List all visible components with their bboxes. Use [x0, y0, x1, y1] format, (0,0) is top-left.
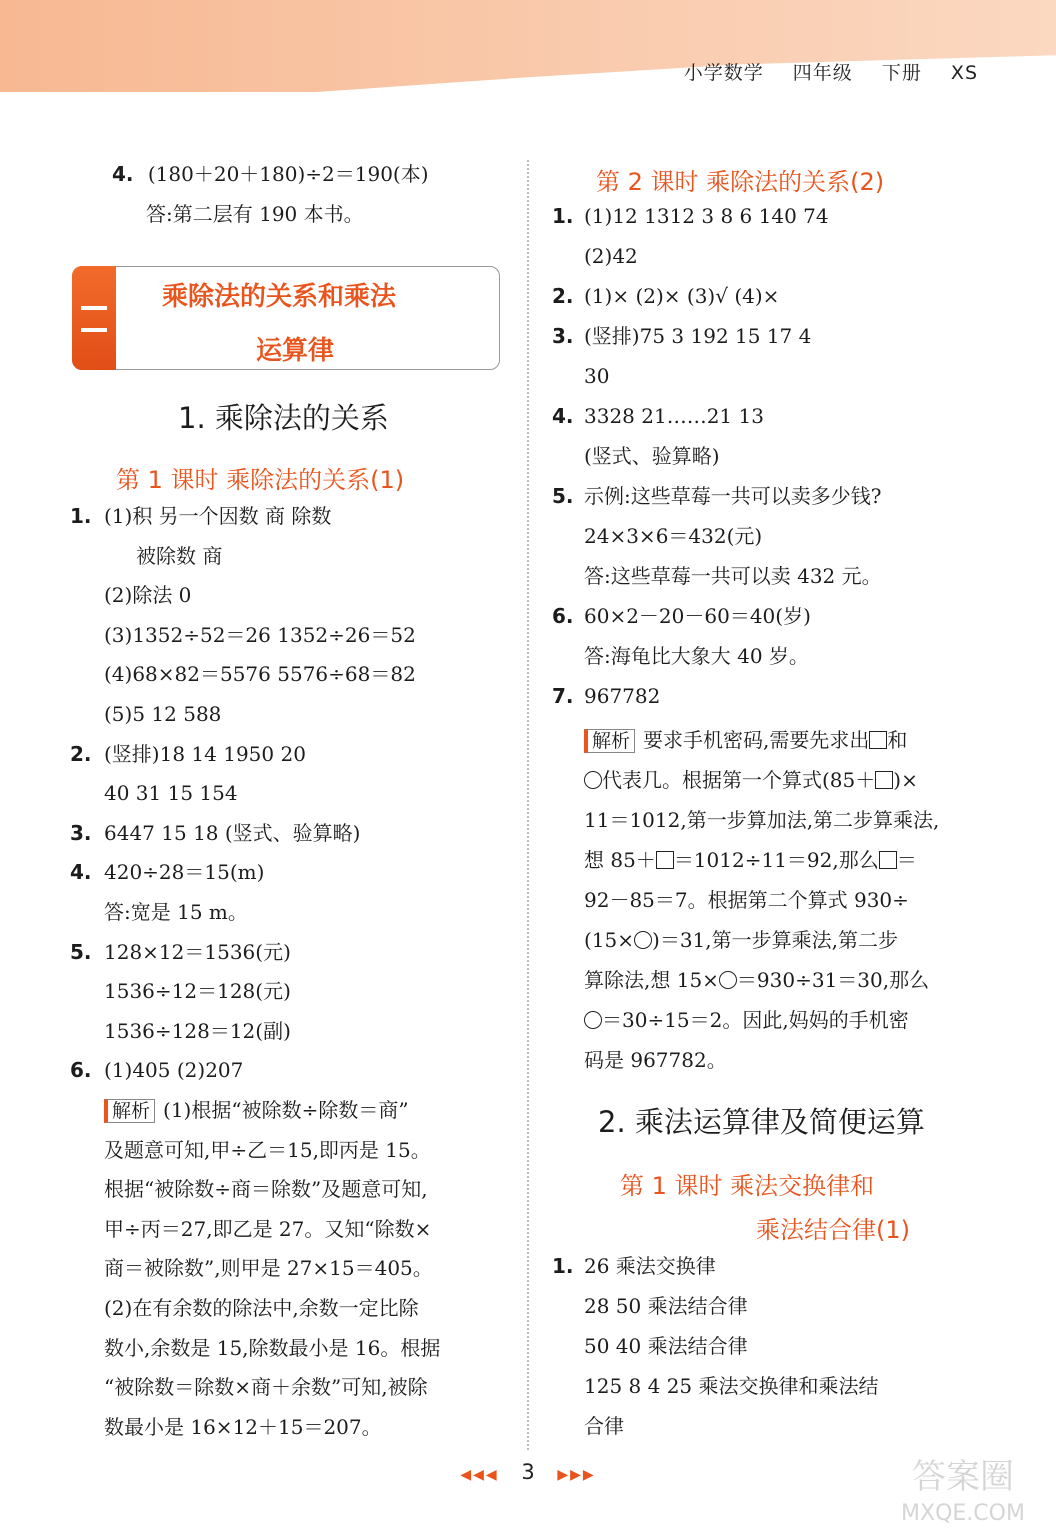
analysis-label: 解析	[104, 1099, 155, 1123]
right-analysis-line1	[584, 728, 907, 753]
analysis-label: 解析	[584, 729, 635, 753]
answer-text: 967782	[584, 684, 661, 708]
answer-line	[70, 544, 222, 568]
analysis-text: ＝1012÷11＝92,那么	[673, 848, 879, 872]
answer-text: (5)5 12 588	[104, 702, 222, 726]
chapter-number-badge	[72, 266, 116, 370]
answer-line	[70, 900, 248, 924]
answer-line	[552, 564, 882, 588]
analysis-text: (1)根据“被除数÷除数＝商”	[163, 1098, 409, 1122]
answer-line	[70, 979, 291, 1003]
lesson-title-3-line2: 乘法结合律(1)	[756, 1216, 910, 1244]
answer-text: (竖排)75 3 192 15 17 4	[584, 324, 812, 348]
right-analysis-line2	[584, 768, 918, 792]
analysis-text: 要求手机密码,需要先求出	[643, 728, 870, 752]
answer-text: (3)1352÷52＝26 1352÷26＝52	[104, 622, 416, 647]
q-text: (180＋20＋180)÷2＝190(本)	[147, 162, 429, 186]
answer-line	[552, 1294, 748, 1318]
q-number: 1.	[552, 204, 574, 228]
header-edition: XS	[950, 62, 978, 84]
analysis-line: 数小,余数是 15,除数最小是 16。根据	[104, 1335, 441, 1360]
q-number: 5.	[70, 939, 92, 964]
answer-text: 合律	[584, 1414, 624, 1438]
answer-line	[70, 1058, 243, 1082]
answer-text: 示例:这些草莓一共可以卖多少钱?	[584, 484, 882, 508]
answer-text: (4)68×82＝5576 5576÷68＝82	[104, 662, 416, 687]
answer-line	[552, 1254, 716, 1278]
answer-line	[552, 484, 881, 508]
q-number: 2.	[552, 284, 574, 308]
answer-text: (2)除法 0	[104, 583, 192, 608]
watermark-logo	[878, 1448, 1048, 1528]
header-volume: 下册	[881, 62, 922, 84]
analysis-text: 想 85＋	[584, 848, 656, 872]
answer-text: 1536÷12＝128(元)	[104, 979, 291, 1004]
next-arrows-icon: ▶▶▶	[557, 1467, 596, 1483]
analysis-line: 根据“被除数÷商＝除数”及题意可知,	[104, 1177, 428, 1202]
section-title-2: 2. 乘法运算律及简便运算	[598, 1105, 925, 1139]
q-number: 1.	[70, 504, 92, 528]
page-number: 3	[521, 1460, 535, 1484]
answer-text: 26 乘法交换律	[584, 1254, 716, 1278]
analysis-text: ＝	[896, 848, 917, 872]
answer-text: (1)12 1312 3 8 6 140 74	[584, 204, 829, 228]
answer-line	[70, 1019, 291, 1043]
square-symbol	[656, 851, 674, 869]
answer-text: 125 8 4 25 乘法交换律和乘法结	[584, 1374, 879, 1398]
analysis-text: 代表几。根据第一个算式(85＋	[602, 768, 876, 792]
chapter-title-line2: 运算律	[256, 336, 335, 366]
answer-text: 3328 21……21 13	[584, 404, 764, 428]
answer-line	[70, 623, 416, 647]
answer-line	[552, 204, 829, 228]
answer-text: 420÷28＝15(m)	[104, 860, 265, 885]
q-number: 6.	[552, 604, 574, 628]
answer-line	[552, 644, 809, 668]
answer-text: 128×12＝1536(元)	[104, 939, 291, 964]
answer-line	[70, 504, 331, 528]
analysis-line: 商＝被除数”,则甲是 27×15＝405。	[104, 1256, 433, 1281]
right-analysis-line5: 92－85＝7。根据第二个算式 930÷	[584, 888, 909, 912]
section-title-1: 1. 乘除法的关系	[178, 401, 389, 435]
chapter-number-glyph-bar	[81, 306, 107, 310]
answer-text: (竖式、验算略)	[584, 444, 720, 468]
analysis-line: (2)在有余数的除法中,余数一定比除	[104, 1296, 419, 1320]
answer-text: (2)42	[584, 244, 638, 268]
right-analysis-line9: 码是 967782。	[584, 1048, 727, 1072]
answer-line	[70, 583, 191, 607]
lesson-title-1: 第 1 课时 乘除法的关系(1)	[116, 466, 405, 494]
analysis-text: ＝930÷31＝30,那么	[736, 968, 930, 992]
square-symbol	[879, 851, 897, 869]
answer-line	[552, 404, 764, 428]
prev-arrows-icon: ◀◀◀	[460, 1467, 499, 1483]
q-number: 1.	[552, 1254, 574, 1278]
q-number: 2.	[70, 741, 92, 766]
analysis-text: (15×	[584, 928, 635, 952]
q-number: 3.	[552, 324, 574, 348]
right-analysis-line7	[584, 968, 929, 992]
answer-line	[70, 940, 291, 964]
answer-text: 答:这些草莓一共可以卖 432 元。	[584, 564, 882, 588]
answer-text: 28 50 乘法结合律	[584, 1294, 748, 1318]
analysis-line: 及题意可知,甲÷乙＝15,即丙是 15。	[104, 1137, 431, 1162]
analysis-text: 和	[887, 728, 908, 752]
answer-line	[70, 702, 221, 726]
q-number: 5.	[552, 484, 574, 508]
right-analysis-line3: 11＝1012,第一步算加法,第二步算乘法,	[584, 808, 940, 832]
left-analysis-first	[104, 1098, 409, 1123]
analysis-text: )＝31,第一步算乘法,第二步	[652, 928, 898, 952]
answer-line	[552, 444, 720, 468]
answer-text: (竖排)18 14 1950 20	[104, 741, 306, 766]
analysis-text: )×	[893, 768, 918, 792]
answer-text: 答:宽是 15 m。	[104, 900, 248, 924]
right-analysis-line6	[584, 928, 898, 952]
answer-text: 被除数 商	[136, 543, 223, 568]
answer-line	[552, 1374, 879, 1398]
q-number: 7.	[552, 684, 574, 708]
answer-text: 60×2－20－60＝40(岁)	[584, 604, 811, 628]
answer-line	[70, 821, 360, 845]
header-grade: 四年级	[792, 62, 853, 84]
answer-text: 答:海龟比大象大 40 岁。	[584, 644, 809, 668]
column-divider	[527, 160, 529, 1450]
answer-text: (1)积 另一个因数 商 除数	[104, 504, 332, 528]
answer-line	[70, 662, 416, 686]
right-analysis-line4	[584, 848, 917, 872]
analysis-line: 数最小是 16×12＋15＝207。	[104, 1414, 382, 1439]
watermark-text: 答案圈	[912, 1457, 1014, 1497]
circle-symbol	[584, 771, 602, 789]
chapter-number-glyph-bar	[81, 328, 107, 332]
q-number: 6.	[70, 1058, 92, 1083]
answer-line	[70, 742, 306, 766]
chapter-title-line1: 乘除法的关系和乘法	[162, 282, 397, 312]
answer-line	[552, 1414, 624, 1438]
answer-text: 6447 15 18 (竖式、验算略)	[104, 820, 361, 845]
left-q4-answer: 答:第二层有 190 本书。	[146, 202, 364, 226]
lesson-title-2: 第 2 课时 乘除法的关系(2)	[596, 168, 885, 196]
circle-symbol	[719, 971, 737, 989]
analysis-text: ＝30÷15＝2。因此,妈妈的手机密	[602, 1008, 909, 1032]
answer-line	[552, 684, 660, 708]
square-symbol	[869, 731, 887, 749]
q-number: 4.	[70, 860, 92, 885]
q-number: 4.	[552, 404, 574, 428]
answer-text: (1)405 (2)207	[104, 1058, 244, 1083]
answer-text: 50 40 乘法结合律	[584, 1334, 748, 1358]
left-q4-line	[112, 162, 429, 186]
answer-line	[552, 524, 762, 548]
circle-symbol	[634, 931, 652, 949]
answer-line	[552, 244, 638, 268]
right-analysis-line8	[584, 1008, 909, 1032]
answer-line	[552, 324, 811, 348]
analysis-line: “被除数＝除数×商＋余数”可知,被除	[104, 1375, 428, 1400]
q-number: 4.	[112, 162, 134, 186]
answer-line	[552, 604, 811, 628]
answer-line	[552, 1334, 748, 1358]
watermark-url: MXQE.COM	[901, 1501, 1025, 1526]
header-info	[662, 58, 978, 85]
square-symbol	[875, 771, 893, 789]
answer-line	[552, 364, 609, 388]
answer-line	[70, 781, 238, 805]
answer-line	[552, 284, 779, 308]
analysis-text: 算除法,想 15×	[584, 968, 719, 992]
lesson-title-3-line1: 第 1 课时 乘法交换律和	[620, 1172, 875, 1200]
answer-line	[70, 860, 264, 884]
header-subject: 小学数学	[683, 62, 764, 84]
answer-text: (1)× (2)× (3)√ (4)×	[584, 284, 780, 308]
circle-symbol	[584, 1011, 602, 1029]
q-number: 3.	[70, 820, 92, 845]
answer-text: 30	[584, 364, 610, 388]
answer-text: 40 31 15 154	[104, 781, 238, 806]
analysis-line: 甲÷丙＝27,即乙是 27。又知“除数×	[104, 1216, 432, 1241]
answer-text: 24×3×6＝432(元)	[584, 524, 763, 548]
answer-text: 1536÷128＝12(副)	[104, 1018, 291, 1043]
